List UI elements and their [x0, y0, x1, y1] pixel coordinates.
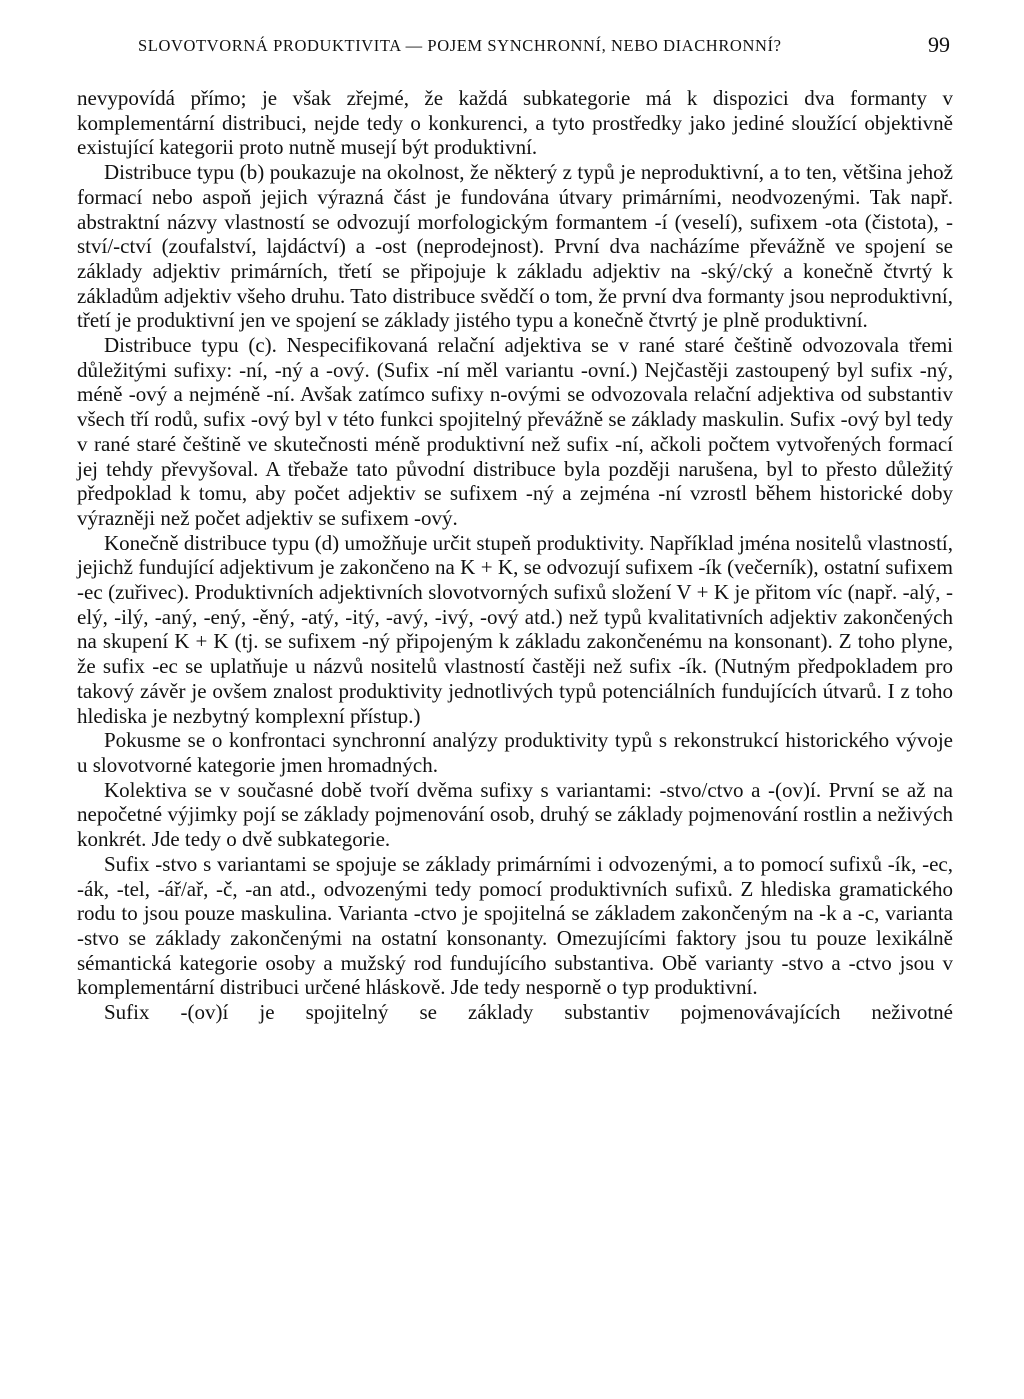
paragraph-confrontation: Pokusme se o konfrontaci synchronní analýzy produktivity typů s rekonstrukcí historického vývoje u slovotvorné kategorie jmen hromadných.: [77, 728, 953, 777]
paragraph-continuation: nevypovídá přímo; je však zřejmé, že každá subkategorie má k dispozici dva formanty v komplementární distribuci, nejde tedy o konkurenci, a tyto prostředky jako jediné sloužící objektivně existující kategorii proto nutně musejí být produktivní.: [77, 86, 953, 160]
paragraph-suffix-ovi: Sufix -(ov)í je spojitelný se základy substantiv pojmenovávajících neživotné: [104, 1000, 953, 1025]
body-text: [77, 86, 953, 1025]
paragraph-collectives: Kolektiva se v současné době tvoří dvěma sufixy s variantami: -stvo/ctvo a -(ov)í. První se až na nepočetné výjimky pojí se základy pojmenování osob, druhý se základy pojmenování rostlin a neživých konkrét. Jde tedy o dvě subkategorie.: [77, 777, 953, 852]
running-head: [120, 30, 950, 60]
running-title: SLOVOTVORNÁ PRODUKTIVITA — POJEM SYNCHRONNÍ, NEBO DIACHRONNÍ?: [138, 36, 782, 55]
paragraph-distribution-b: Distribuce typu (b) poukazuje na okolnost, že některý z typů je neproduktivní, a to ten, většina jehož formací nebo aspoň jejich výrazná část je fundována útvary primárními, neodvozenými. Tak např. abstraktní názvy vlastností se odvozují morfologickým formantem -í (veselí), sufixem -ota (čistota), -ství/-ctví (zoufalství, lajdáctví) a -ost (neprodejnost). První dva nacházíme převážně ve spojení se základy adjektiv primárních, třetí se připojuje k základu adjektiv na -ský/cký a konečně čtvrtý k základům adjektiv všeho druhu. Tato distribuce svědčí o tom, že první dva formanty jsou neproduktivní, třetí je produktivní jen ve spojení se základy jistého typu a konečně čtvrtý je plně produktivní.: [77, 160, 953, 333]
page-number: 99: [928, 32, 950, 57]
paragraph-distribution-c: Distribuce typu (c). Nespecifikovaná relační adjektiva se v rané staré češtině odvozovala třemi důležitými sufixy: -ní, -ný a -ový. (Sufix -ní měl variantu -ovní.) Nejčastěji zastoupený byl sufix -ný, méně -ový a nejméně -ní. Avšak zatímco sufixy n-ovými se odvozovala relační adjektiva od substantiv všech tří rodů, sufix -ový byl v této funkci spojitelný převážně se základy maskulin. Sufix -ový byl tedy v rané staré češtině ve skutečnosti méně produktivní než sufix -ní, ačkoli počtem vytvořených formací jej tehdy převyšoval. A třebaže tato původní distribuce byla později narušena, byl to přesto důležitý předpoklad k tomu, aby počet adjektiv se sufixem -ný a zejména -ní vzrostl během historické doby výrazněji než počet adjektiv se sufixem -ový.: [77, 333, 953, 530]
paragraph-suffix-stvo: Sufix -stvo s variantami se spojuje se základy primárními i odvozenými, a to pomocí sufixů -ík, -ec, -ák, -tel, -ář/ař, -č, -an atd., odvozenými tedy pomocí produktivních sufixů. Z hlediska gramatického rodu to jsou pouze maskulina. Varianta -ctvo je spojitelná se základem zakončeným na -k a -c, varianta -stvo se základy zakončenými na ostatní konsonanty. Omezujícími faktory jsou tu pouze lexikálně sémantická kategorie osoby a mužský rod fundujícího substantiva. Obě varianty -stvo a -ctvo jsou v komplementární distribuci určené hláskově. Jde tedy nesporně o typ produktivní.: [77, 851, 953, 1000]
paragraph-distribution-d: Konečně distribuce typu (d) umožňuje určit stupeň produktivity. Například jména nositelů vlastností, jejichž fundující adjektivum je zakončeno na K + K, se odvozují sufixem -ík (večerník), ostatní sufixem -ec (zuřivec). Produktivních adjektivních slovotvorných sufixů složení V + K je přitom víc (např. -alý, -elý, -ilý, -aný, -ený, -ěný, -atý, -itý, -avý, -ivý, -ový atd.) než typů kvalitativních adjektiv zakončených na skupení K + K (tj. se sufixem -ný připojeným k základu zakončenému na konsonant). Z toho plyne, že sufix -ec se uplatňuje u názvů nositelů vlastností častěji než sufix -ík. (Nutným předpokladem pro takový závěr je ovšem znalost produktivity jednotlivých typů potenciálních fundujících útvarů. I z toho hlediska je nezbytný komplexní přístup.): [77, 530, 953, 728]
